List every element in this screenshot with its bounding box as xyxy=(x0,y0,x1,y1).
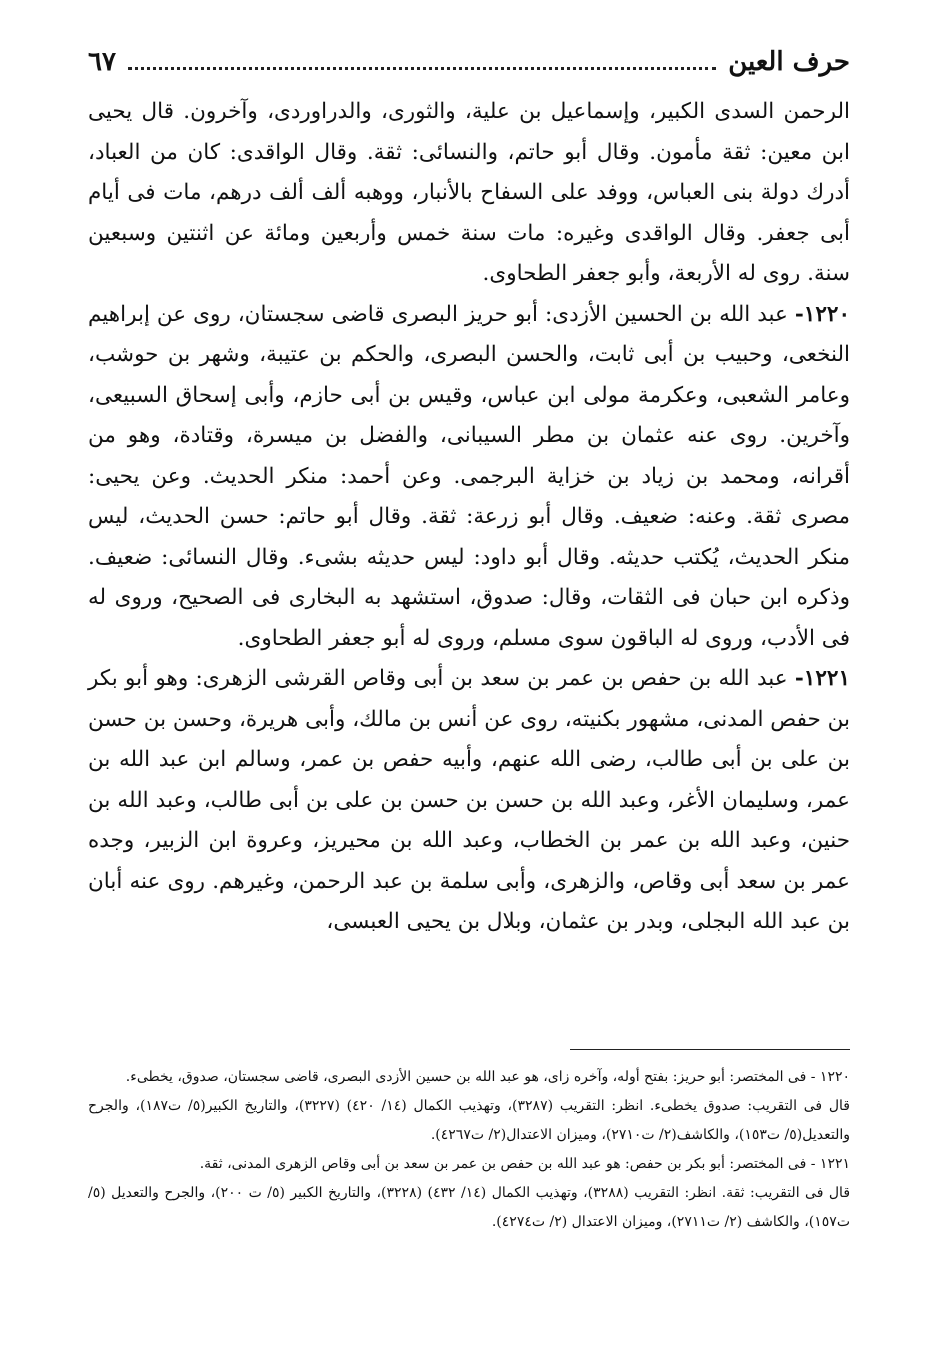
chapter-title: حرف العين xyxy=(728,47,850,77)
leader-dots xyxy=(128,67,716,70)
footnote: قال فى التقريب: ثقة. انظر: التقريب (٣٢٨٨)، وتهذيب الكمال (١٤/ ٤٣٢) (٣٢٢٨)، والتاريخ الكبير (٥/ ت ٢٠٠)، والجرح والتعديل (٥/ ت١٥٧)، والكاشف (٢/ ت٢٧١١)، وميزان الاعتدال (٢/ ت٤٢٧٤). xyxy=(88,1185,851,1230)
footnotes xyxy=(88,1063,850,1237)
paragraph-continuation: الرحمن السدى الكبير، وإسماعيل بن علية، والثورى، والدراوردى، وآخرون. قال يحيى ابن معين: ثقة مأمون. وقال أبو حاتم، والنسائى: ثقة. وقال الواقدى: كان من العباد، أدرك دولة بنى العباس، ووفد على السفاح بالأنبار، ووهبه ألف ألف درهم، مات فى أيام أبى جعفر. وقال الواقدى وغيره: مات سنة خمس وأربعين ومائة عن اثنتين وسبعين سنة. روى له الأربعة، وأبو جعفر الطحاوى. xyxy=(88,99,851,286)
page-number: ٦٧ xyxy=(88,47,116,77)
main-text xyxy=(88,92,850,943)
footnote: ١٢٢١ - فى المختصر: أبو بكر بن حفص: هو عبد الله بن حفص بن عمر بن سعد بن أبى وقاص الزهرى المدنى، ثقة. xyxy=(199,1156,850,1172)
footnote-separator xyxy=(570,1049,850,1050)
entry-1221 xyxy=(88,659,850,943)
entry-number: ١٢٢١- xyxy=(794,666,850,691)
entry-number: ١٢٢٠- xyxy=(794,301,850,327)
running-header xyxy=(88,42,850,82)
entry-text: عبد الله بن الحسين الأزدى: أبو حريز البصرى قاضى سجستان، روى عن إبراهيم النخعى، وحبيب بن أبى ثابت، والحسن البصرى، والحكم بن عتيبة، وشهر بن حوشب، وعامر الشعبى، وعكرمة مولى ابن عباس، وقيس بن أبى حازم، وأبى إسحاق السبيعى، وآخرين. روى عنه عثمان بن مطر السيبانى، والفضل بن ميسرة، وقتادة، وهو من أقرانه، ومحمد بن زياد بن خزاية البرجمى. وعن أحمد: منكر الحديث. وعن يحيى: مصرى ثقة. وعنه: ضعيف. وقال أبو زرعة: ثقة. وقال أبو حاتم: حسن الحديث، ليس منكر الحديث، يُكتب حديثه. وقال أبو داود: ليس حديثه بشىء. وقال النسائى: ضعيف. وذكره ابن حبان فى الثقات، وقال: صدوق، استشهد به البخارى فى الصحيح، وروى له فى الأدب، وروى له الباقون سوى مسلم، وروى له أبو جعفر الطحاوى. xyxy=(88,301,850,651)
footnote: ١٢٢٠ - فى المختصر: أبو حريز: بفتح أوله، وآخره زاى، هو عبد الله بن حسين الأزدى البصرى، قاضى سجستان، صدوق، يخطىء. xyxy=(125,1069,850,1085)
entry-1220 xyxy=(88,295,850,660)
entry-text: عبد الله بن حفص بن عمر بن سعد بن أبى وقاص القرشى الزهرى: وهو أبو بكر بن حفص المدنى، مشهور بكنيته، روى عن أنس بن مالك، وأبى هريرة، وحسن بن حسن بن على بن أبى طالب، رضى الله عنهم، وأبيه حفص بن عمر، وسالم ابن عبد الله بن عمر، وسليمان الأغر، وعبد الله بن حسن بن حسن بن على بن أبى طالب، وعبد الله بن حنين، وعبد الله بن عمر بن الخطاب، وعبد الله بن محيريز، وعروة ابن الزبير، وجده عمر بن سعد أبى وقاص، والزهرى، وأبى سلمة بن عبد الرحمن، وغيرهم. روى عنه أبان بن عبد الله البجلى، وبدر بن عثمان، وبلال بن يحيى العبسى، xyxy=(88,666,850,934)
footnote: قال فى التقريب: صدوق يخطىء. انظر: التقريب (٣٢٨٧)، وتهذيب الكمال (١٤/ ٤٢٠) (٣٢٢٧)، والتاريخ الكبير(٥/ ت١٨٧)، والجرح والتعديل(٥/ ت١٥٣)، والكاشف(٢/ ت٢٧١٠)، وميزان الاعتدال(٢/ ت٤٢٦٧). xyxy=(88,1098,850,1143)
